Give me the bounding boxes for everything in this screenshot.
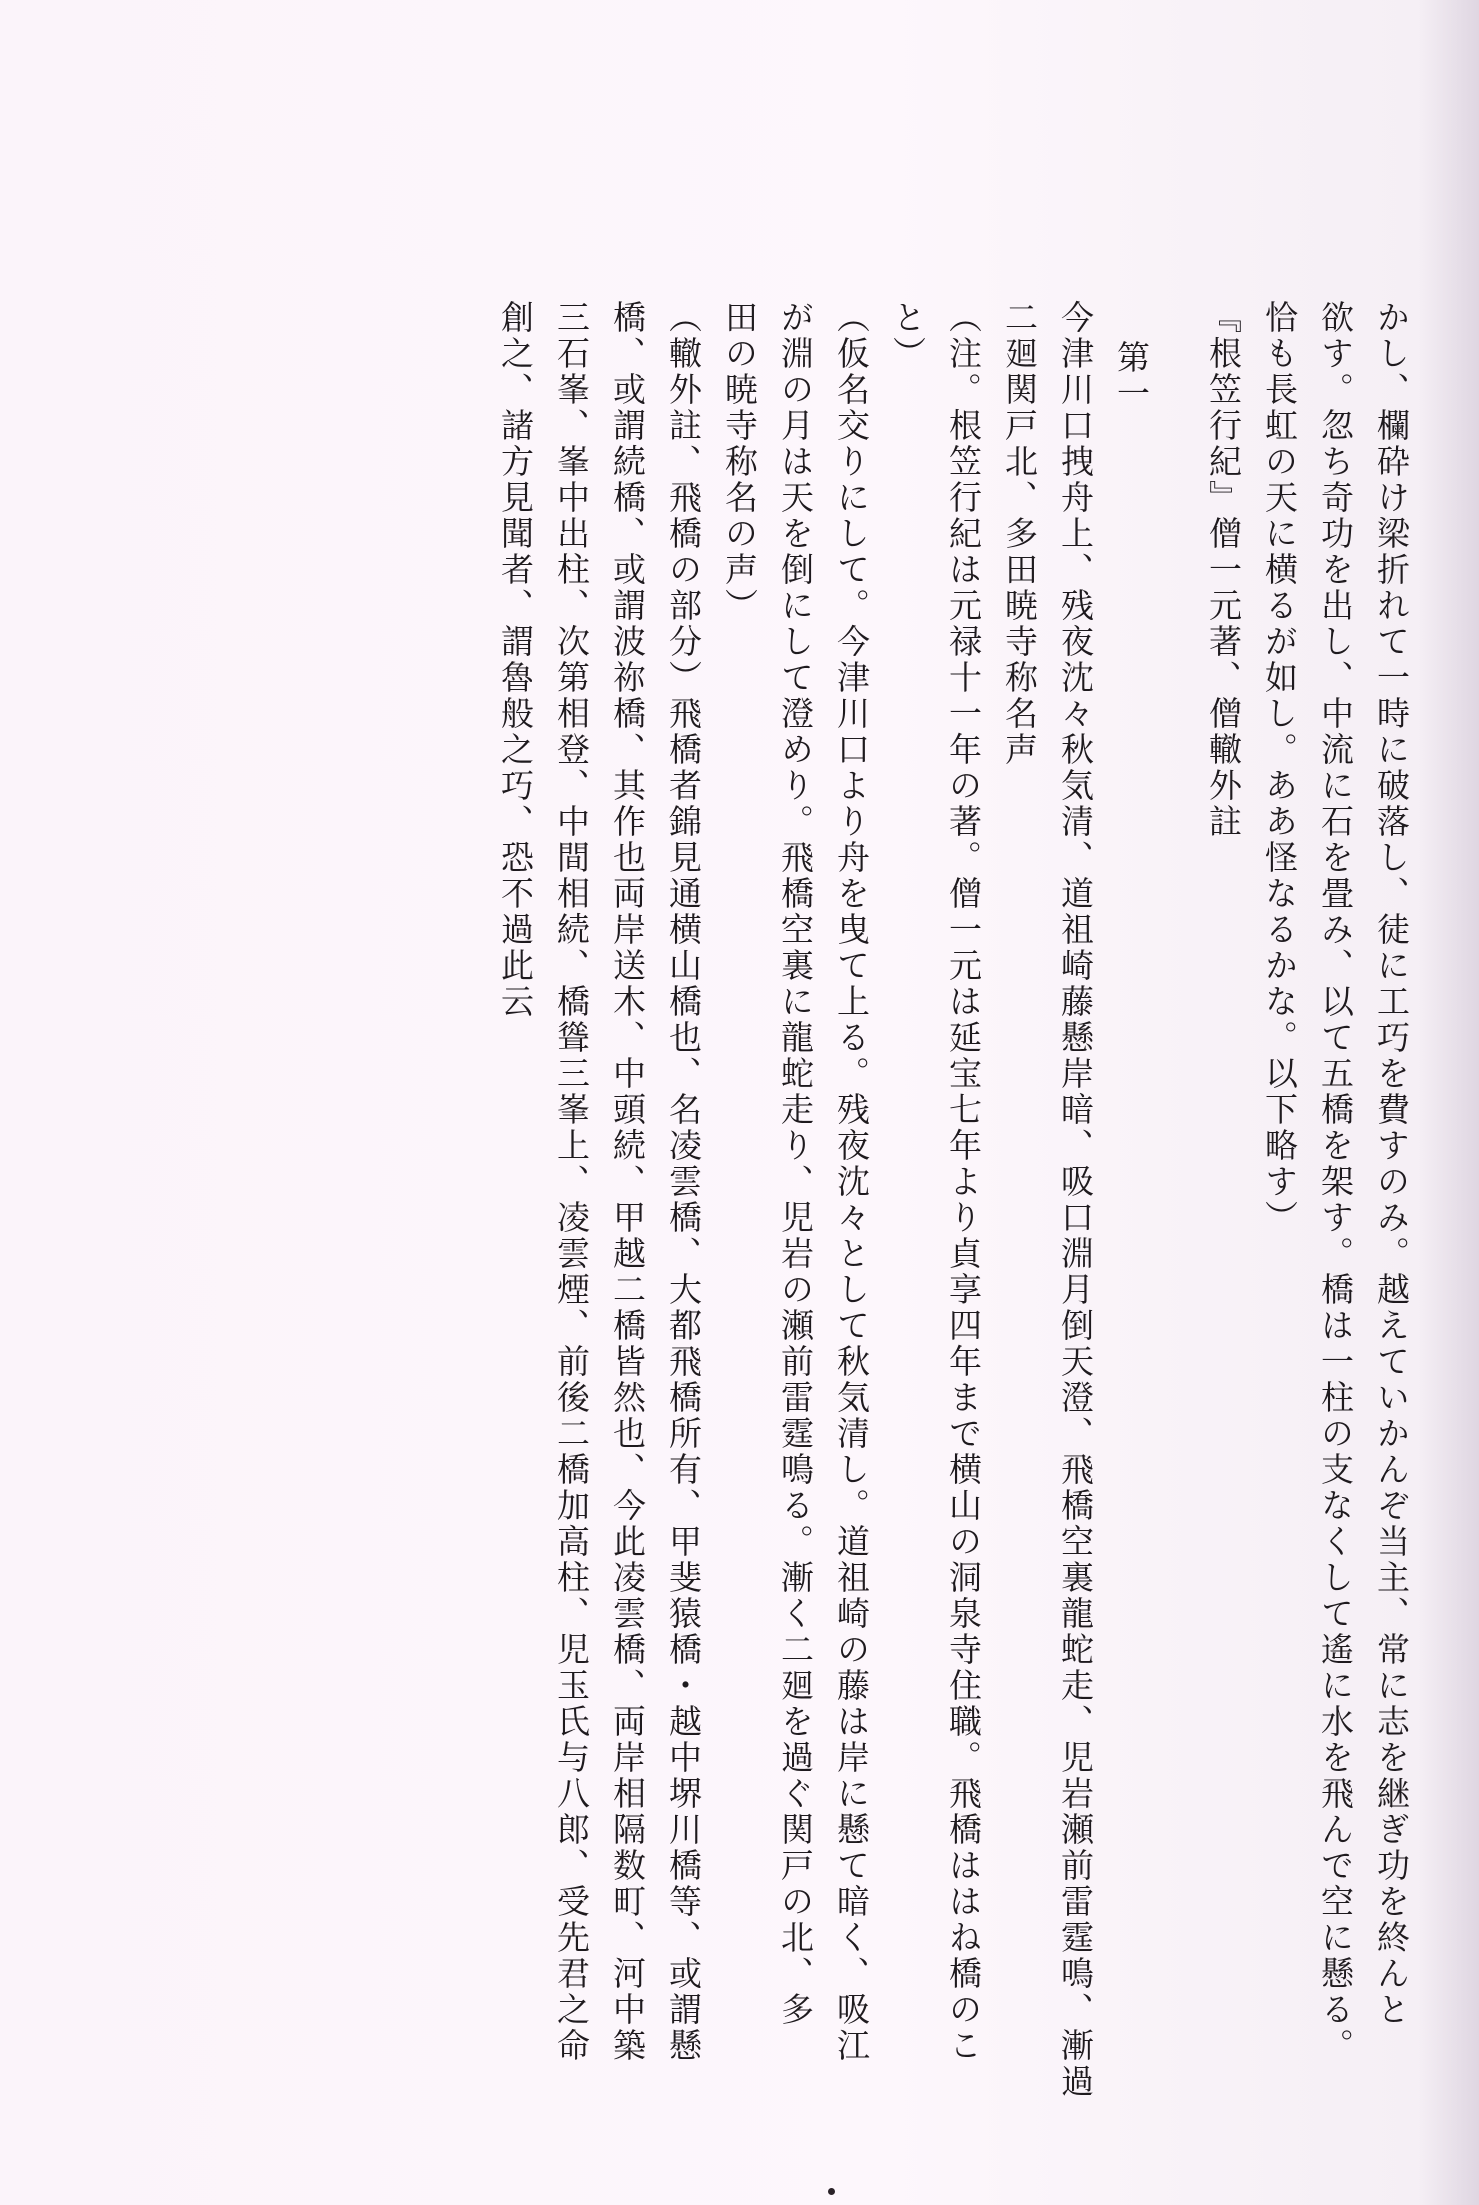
commentary-line-3: 三石峯、峯中出柱、次第相登、中間相続、橋聳三峯上、凌雲煙、前後二橋加高柱、児玉氏与八郎、受先君之命 — [552, 300, 591, 2064]
note-line-2: と） — [888, 300, 927, 372]
commentary-line-1: （轍外註、飛橋の部分）飛橋者錦見通横山橋也、名凌雲橋、大都飛橋所有、甲斐猿橋・越中堺川橋等、或謂懸 — [664, 300, 703, 2064]
heading-negasa-kouki: 『根笠行紀』僧一元著、僧轍外註 — [1204, 300, 1243, 840]
note-line-1: （注。根笠行紀は元禄十一年の著。僧一元は延宝七年より貞享四年まで横山の洞泉寺住職。飛橋ははね橋のこ — [944, 300, 983, 2064]
poem-line-1: 今津川口拽舟上、残夜沈々秋気清、道祖崎藤懸岸暗、吸口淵月倒天澄、飛橋空裏龍蛇走、児岩瀬前雷霆鳴、漸過 — [1056, 300, 1095, 2100]
kana-line-2: が淵の月は天を倒にして澄めり。飛橋空裏に龍蛇走り、児岩の瀬前雷霆鳴る。漸く二廻を過ぐ関戸の北、多 — [776, 300, 815, 2028]
commentary-line-4: 創之、諸方見聞者、謂魯般之巧、恐不過此云 — [496, 300, 535, 1020]
vertical-text-body — [487, 300, 1419, 2200]
text-line-2: 欲す。忽ち奇功を出し、中流に石を畳み、以て五橋を架す。橋は一柱の支なくして遙に水を飛んで空に懸る。 — [1316, 300, 1355, 2064]
commentary-line-2: 橋、或謂続橋、或謂波祢橋、其作也両岸送木、中頭続、甲越二橋皆然也、今此凌雲橋、両岸相隔数町、河中築 — [608, 300, 647, 2064]
page-spine-shadow — [1419, 0, 1479, 2205]
kana-line-3: 田の暁寺称名の声） — [720, 300, 759, 624]
poem-line-2: 二廻関戸北、多田暁寺称名声 — [1000, 300, 1039, 768]
text-line-1: かし、欄砕け梁折れて一時に破落し、徒に工巧を費すのみ。越えていかんぞ当主、常に志を継ぎ功を終んと — [1372, 300, 1411, 2028]
text-line-3: 恰も長虹の天に横るが如し。ああ怪なるかな。以下略す） — [1260, 300, 1299, 1236]
kana-line-1: （仮名交りにして。今津川口より舟を曳て上る。残夜沈々として秋気清し。道祖崎の藤は岸に懸て暗く、吸江 — [832, 300, 871, 2064]
page-center-mark — [828, 2188, 835, 2195]
heading-section-first: 第一 — [1112, 340, 1151, 412]
